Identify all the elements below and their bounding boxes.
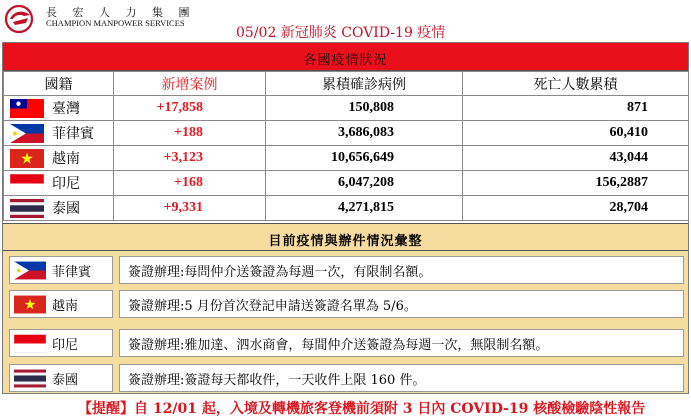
column-header-deaths: 死亡人數累積 [463, 72, 689, 96]
thailand-flag-icon [10, 199, 44, 218]
visa-country-name: 印尼 [52, 337, 79, 353]
country-name: 印尼 [52, 176, 80, 192]
visa-country-name: 越南 [52, 298, 79, 314]
deaths-cell: 60,410 [463, 121, 689, 146]
table-header-row [4, 72, 689, 96]
visa-status-text: 簽證辦理:簽證每天都收件，一天收件上限 160 件。 [119, 364, 684, 392]
deaths-cell: 871 [463, 96, 689, 121]
table-row [4, 196, 689, 221]
deaths-cell: 28,704 [463, 196, 689, 221]
section1-title: 各國疫情狀況 [303, 53, 388, 68]
deaths-cell: 156,2887 [463, 171, 689, 196]
section2-title: 目前疫情與辦件情況彙整 [268, 234, 423, 249]
thailand-flag-icon [14, 369, 46, 388]
visa-country-cell [9, 329, 113, 357]
country-cell [4, 196, 114, 221]
indonesia-flag-icon [14, 334, 46, 353]
reminder-note: 【提醒】自 12/01 起，入境及轉機旅客登機前須附 3 日內 COVID-19 核酸檢驗陰性報告 [78, 401, 646, 417]
vietnam-flag-icon [14, 295, 46, 314]
table-row [4, 146, 689, 171]
visa-country-name: 泰國 [52, 372, 79, 388]
visa-status-text: 簽證辦理:5 月份首次登記申請送簽證名單為 5/6。 [119, 290, 684, 318]
header [0, 0, 691, 42]
vietnam-flag-icon [10, 149, 44, 168]
country-name: 泰國 [52, 201, 80, 217]
country-cell [4, 171, 114, 196]
country-name: 菲律賓 [52, 126, 94, 142]
list-item [9, 329, 684, 357]
new-cases-cell: +17,858 [114, 96, 266, 121]
new-cases-cell: +9,331 [114, 196, 266, 221]
section2-header [3, 223, 688, 251]
page-title: 05/02 新冠肺炎 COVID-19 疫情 [236, 25, 446, 41]
list-item [9, 290, 684, 318]
country-cell [4, 146, 114, 171]
indonesia-flag-icon [10, 174, 44, 193]
visa-country-name: 菲律賓 [52, 264, 92, 280]
new-cases-cell: +3,123 [114, 146, 266, 171]
list-item [9, 256, 684, 284]
report-board [2, 42, 689, 394]
deaths-cell: 43,044 [463, 146, 689, 171]
visa-status-text: 簽證辦理:每問仲介送簽證為每週一次，有限制名額。 [119, 256, 684, 284]
column-header-cumulative: 累積確診病例 [266, 72, 463, 96]
company-name-cn: 長 宏 人 力 集 團 [46, 6, 196, 19]
philippines-flag-icon [14, 261, 46, 280]
new-cases-cell: +168 [114, 171, 266, 196]
table-row [4, 96, 689, 121]
country-cell [4, 121, 114, 146]
company-logo-icon [4, 4, 34, 34]
table-row [4, 171, 689, 196]
visa-status-text: 簽證辦理:雅加達、泗水商會，每間仲介送簽證為每週一次，無限制名額。 [119, 329, 684, 357]
cumulative-cell: 150,808 [266, 96, 463, 121]
column-header-new-cases: 新增案例 [114, 72, 266, 96]
company-name-en: CHAMPION MANPOWER SERVICES [46, 18, 185, 28]
country-cell [4, 96, 114, 121]
visa-status-list [3, 251, 688, 393]
column-header-country: 國籍 [4, 72, 114, 96]
section1-header [3, 43, 688, 71]
country-name: 臺灣 [52, 101, 80, 117]
new-cases-cell: +188 [114, 121, 266, 146]
visa-country-cell [9, 364, 113, 392]
country-stats-table [3, 71, 689, 221]
cumulative-cell: 6,047,208 [266, 171, 463, 196]
country-name: 越南 [52, 151, 80, 167]
cumulative-cell: 4,271,815 [266, 196, 463, 221]
visa-country-cell [9, 290, 113, 318]
taiwan-flag-icon [10, 99, 44, 118]
list-item [9, 364, 684, 392]
cumulative-cell: 3,686,083 [266, 121, 463, 146]
table-row [4, 121, 689, 146]
visa-country-cell [9, 256, 113, 284]
cumulative-cell: 10,656,649 [266, 146, 463, 171]
philippines-flag-icon [10, 124, 44, 143]
